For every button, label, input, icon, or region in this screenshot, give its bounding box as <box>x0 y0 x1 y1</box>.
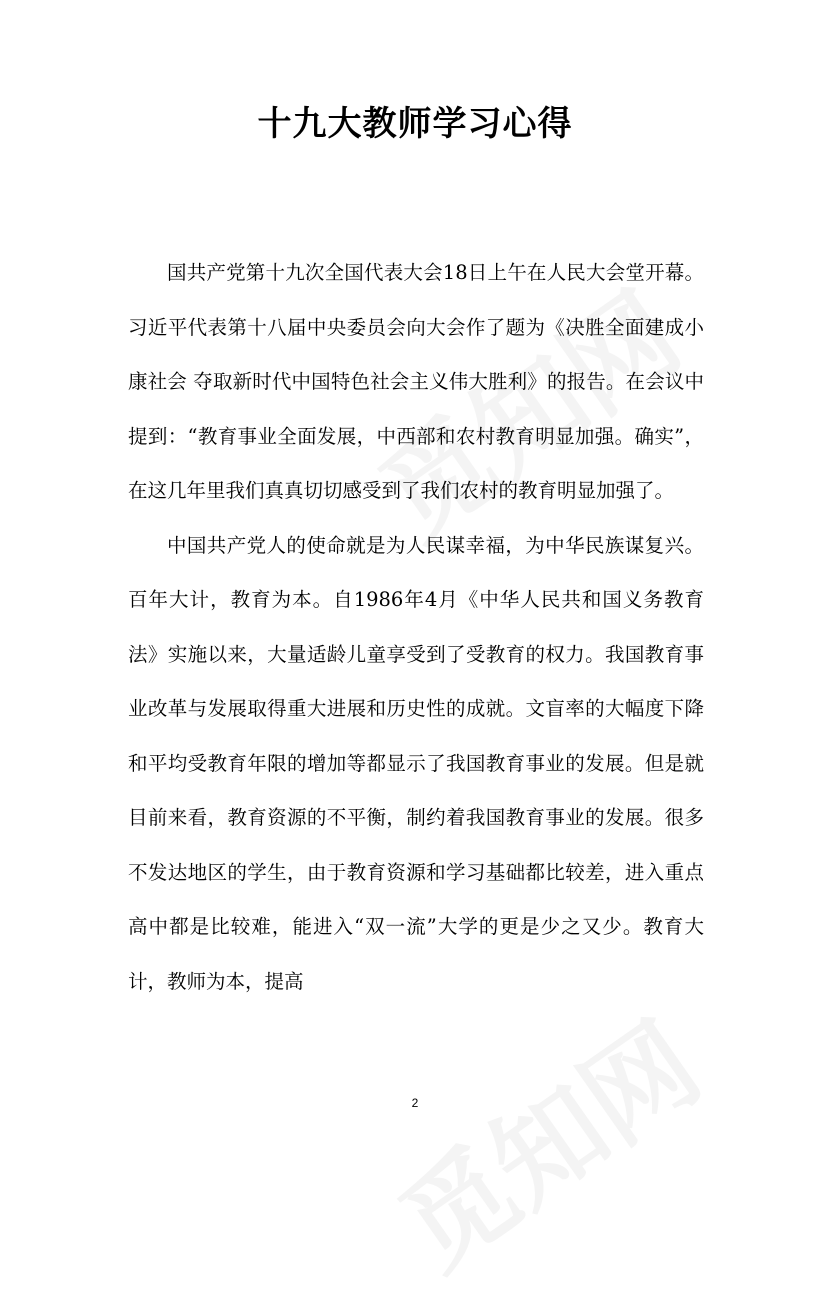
document-title: 十九大教师学习心得 <box>257 104 573 144</box>
watermark <box>365 980 726 1298</box>
paragraph: 国共产党第十九次全国代表大会18日上午在人民大会堂开幕。习近平代表第十八届中央委员会向大会作了题为《决胜全面建成小康社会 夺取新时代中国特色社会主义伟大胜利》的报告。在会议中提到：“教育事业全面发展，中西部和农村教育明显加强。确实”，在这几年里我们真真切切感受到了我们农村的教育明显加强了。 <box>128 261 704 502</box>
page-number: 2 <box>411 1096 419 1110</box>
paragraph: 中国共产党人的使命就是为人民谋幸福，为中华民族谋复兴。百年大计，教育为本。自1986年4月《中华人民共和国义务教育法》实施以来，大量适龄儿童享受到了受教育的权力。我国教育事业改革与发展取得重大进展和历史性的成就。文盲率的大幅度下降和平均受教育年限的增加等都显示了我国教育事业的发展。但是就目前来看，教育资源的不平衡，制约着我国教育事业的发展。很多不发达地区的学生，由于教育资源和学习基础都比较差，进入重点高中都是比较难，能进入“双一流”大学的更是少之又少。教育大计，教师为本，提高 <box>128 533 704 993</box>
document-body <box>128 246 704 1009</box>
